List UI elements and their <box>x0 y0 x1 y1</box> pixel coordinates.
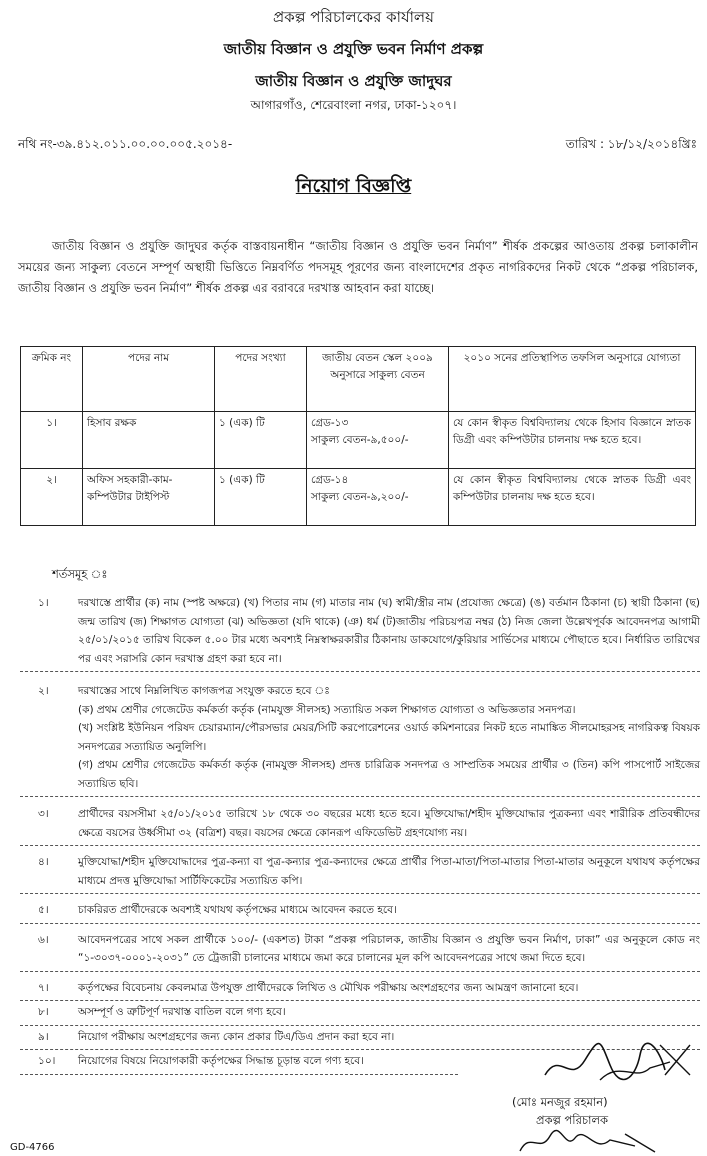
salary: সাকুল্য বেতন-৯,২০০/- <box>311 491 409 503</box>
condition-number: ১। <box>38 597 49 609</box>
signatory-designation: প্রকল্প পরিচালক <box>536 1113 609 1127</box>
cell-salary <box>307 412 449 469</box>
condition-number: ১০। <box>38 1055 56 1067</box>
grade: গ্রেড-১৪ <box>311 474 349 486</box>
condition-number: ৮। <box>38 1006 49 1018</box>
condition-text: দরখাস্তে প্রার্থীর (ক) নাম (স্পষ্ট অক্ষরে) (খ) পিতার নাম (গ) মাতার নাম (ঘ) স্বামী/স্ত্রীর নাম (প্রযোজ্য ক্ষেত্রে) (ঙ) বর্তমান ঠিকানা (চ) স্থায়ী ঠিকানা (ছ) জন্ম তারিখ (জ) শিক্ষাগত যোগ্যতা (ঝ) অভিজ্ঞতা (যদি থাকে) (ঞ) ধর্ম (ট)জাতীয় পরিচয়পত্র নম্বর (ঠ) নিজ জেলা উল্লেখপূর্বক আবেদনপত্র আগামী ২৫/০১/২০১৫ তারিখ বিকেল ৫.০০ টার মধ্যে অবশ্যই নিম্নস্বাক্ষরকারীর ঠিকানায় ডাকযোগে/কুরিয়ার সার্ভিসের মাধ্যমে পৌছাতে হবে। নির্ধারিত তারিখের পর এবং সরাসরি কোন দরখাস্ত গ্রহণ করা হবে না। <box>78 597 700 665</box>
condition-number: ৯। <box>38 1030 49 1043</box>
cell-count: ১ (এক) টি <box>215 469 307 526</box>
list-item <box>20 680 700 797</box>
condition-number: ৬। <box>38 933 49 946</box>
salary: সাকুল্য বেতন-৯,৫০০/- <box>311 434 409 446</box>
condition-number: ৩। <box>38 808 49 820</box>
condition-number: ৭। <box>38 981 49 994</box>
condition-text: দরখাস্তের সাথে নিম্নলিখিত কাগজপত্র সংযুক্ত করতে হবে ঃ <box>78 685 330 697</box>
table-row <box>21 469 696 526</box>
table-row <box>21 412 696 469</box>
cell-post: অফিস সহকারী-কাম-কম্পিউটার টাইপিস্ট <box>83 469 215 526</box>
cell-count: ১ (এক) টি <box>215 412 307 469</box>
condition-text: আবেদনপত্রের সাথে সকল প্রার্থীকে ১০০/- (একশত) টাকা “প্রকল্প পরিচালক, জাতীয় বিজ্ঞান ও প্রযুক্তি ভবন নির্মাণ, ঢাকা” এর অনুকূলে কোড নং “১-৩০৩৭-০০০১-২০৩১” তে ট্রেজারী চালানের মাধ্যমে জমা করে চালানের মূল কপি আবেদনপত্রের সাথে জমা দিতে হবে। <box>78 933 700 964</box>
cell-serial: ১। <box>21 412 83 469</box>
condition-text: নিয়োগের বিষয়ে নিয়োগকারী কর্তৃপক্ষের সিদ্ধান্ত চূড়ান্ত বলে গণ্য হবে। <box>78 1055 364 1067</box>
project-heading: জাতীয় বিজ্ঞান ও প্রযুক্তি ভবন নির্মাণ প্রকল্প <box>223 40 484 58</box>
list-item <box>20 899 700 924</box>
grade: গ্রেড-১৩ <box>311 417 349 429</box>
signature <box>540 1030 700 1090</box>
condition-text: চাকরিরত প্রার্থীদেরকে অবশ্যই যথাযথ কর্তৃপক্ষের মাধ্যমে আবেদন করতে হবে। <box>78 904 397 916</box>
list-item <box>20 592 700 672</box>
list-item <box>20 929 700 972</box>
condition-text: কর্তৃপক্ষের বিবেচনায় কেবলমাত্র উপযুক্ত প্রার্থীদেরকে লিখিত ও মৌখিক পরীক্ষায় অংশগ্রহণের জন্য আমন্ত্রণ জানানো হবে। <box>78 981 579 994</box>
cell-serial: ২। <box>21 469 83 526</box>
office-heading: প্রকল্প পরিচালকের কার্যালয় <box>273 8 434 26</box>
memo-number: নথি নং-৩৯.৪১২.০১১.০০.০০.০০৫.২০১৪- <box>18 137 233 151</box>
cell-salary <box>307 469 449 526</box>
signatory-name: (মোঃ মনজুর রহমান) <box>512 1095 608 1109</box>
cell-post: হিসাব রক্ষক <box>83 412 215 469</box>
conditions-heading: শর্তসমূহ ঃ <box>52 567 108 581</box>
list-item <box>20 1001 700 1026</box>
condition-number: ৫। <box>38 904 49 916</box>
cell-qualification: যে কোন স্বীকৃত বিশ্ববিদ্যালয় থেকে স্নাতক ডিগ্রী এবং কম্পিউটার চালনায় দক্ষ হতে হবে। <box>449 469 696 526</box>
posts-table <box>20 346 696 526</box>
address: আগারগাঁও, শেরেবাংলা নগর, ঢাকা-১২০৭। <box>250 98 457 112</box>
condition-subitem: (গ) প্রথম শ্রেণীর গেজেটেড কর্মকর্তা কর্তৃক (নামযুক্ত সীলসহ) প্রদত্ত চারিত্রিক সনদপত্র ও সাম্প্রতিক সময়ের প্রার্থীর ৩ (তিন) কপি পাসপোর্ট সাইজের সত্যায়িত ছবি। <box>78 759 700 790</box>
condition-subitem: (খ) সংশ্লিষ্ট ইউনিয়ন পরিষদ চেয়ারম্যান/পৌরসভার মেয়র/সিটি করপোরেশনের ওয়ার্ড কমিশনারের নিকট হতে নামাঙ্কিত সীলমোহরসহ নাগরিকত্ব বিষয়ক সনদপত্রের সত্যায়িত অনুলিপি। <box>78 722 700 753</box>
condition-text: প্রার্থীদের বয়সসীমা ২৫/০১/২০১৫ তারিখে ১৮ থেকে ৩০ বছরের মধ্যে হতে হবে। মুক্তিযোদ্ধা/শহীদ মুক্তিযোদ্ধার পুত্রকন্যা এবং শারীরিক প্রতিবন্ধীদের ক্ষেত্রে বয়সের উর্ধ্বসীমা ৩২ (বত্রিশ) বছর। বয়সের ক্ষেত্রে কোনরূপ এফিডেভিট গ্রহণযোগ্য নয়। <box>78 808 700 839</box>
list-item <box>20 803 700 846</box>
table-header-row <box>21 347 696 412</box>
condition-text: মুক্তিযোদ্ধা/শহীদ মুক্তিযোদ্ধাদের পুত্র-কন্যা বা পুত্র-কন্যার পুত্র-কন্যাদের ক্ষেত্রে প্রার্থীর পিতা-মাতা/পিতা-মাতার পিতা-মাতার অনুকূলে যথাযথ কর্তৃপক্ষের মাধ্যমে প্রদত্ত মুক্তিযোদ্ধা সার্টিফিকেটের সত্যায়িত কপি। <box>78 856 700 887</box>
col-header-post: পদের নাম <box>83 347 215 412</box>
col-header-count: পদের সংখ্যা <box>215 347 307 412</box>
initial-signature <box>515 1126 665 1156</box>
condition-number: ৪। <box>38 856 49 868</box>
document-code: GD-4766 <box>10 1142 55 1153</box>
list-item <box>20 851 700 894</box>
condition-subitem: (ক) প্রথম শ্রেণীর গেজেটেড কর্মকর্তা কর্তৃক (নামযুক্ত সীলসহ) সত্যায়িত সকল শিক্ষাগত যোগ্যতা ও অভিজ্ঞতার সনদপত্র। <box>78 703 576 716</box>
notice-date: তারিখ : ১৮/১২/২০১৪খ্রিঃ <box>565 137 697 151</box>
intro-paragraph: জাতীয় বিজ্ঞান ও প্রযুক্তি জাদুঘর কর্তৃক বাস্তবায়নাধীন “জাতীয় বিজ্ঞান ও প্রযুক্তি ভবন নির্মাণ” শীর্ষক প্রকল্পের আওতায় প্রকল্প চলাকালীন সময়ের জন্য সাকুল্য বেতনে সম্পূর্ণ অস্থায়ী ভিত্তিতে নিম্নবর্ণিত পদসমূহ পূরণের জন্য বাংলাদেশের প্রকৃত নাগরিকদের নিকট থেকে “প্রকল্প পরিচালক, জাতীয় বিজ্ঞান ও প্রযুক্তি ভবন নির্মাণ” শীর্ষক প্রকল্প এর বরাবরে দরখাস্ত আহবান করা যাচ্ছে। <box>18 239 698 295</box>
col-header-serial: ক্রমিক নং <box>21 347 83 412</box>
museum-heading: জাতীয় বিজ্ঞান ও প্রযুক্তি জাদুঘর <box>255 72 452 90</box>
col-header-qualification: ২০১০ সনের প্রতিস্থাপিত তফসিল অনুসারে যোগ্যতা <box>449 347 696 412</box>
list-item <box>20 1050 458 1075</box>
condition-number: ২। <box>38 685 49 697</box>
list-item <box>20 977 700 1002</box>
page-title: নিয়োগ বিজ্ঞপ্তি <box>295 175 412 197</box>
conditions-list <box>20 592 700 1075</box>
col-header-salary: জাতীয় বেতন স্কেল ২০০৯ অনুসারে সাকুল্য বেতন <box>307 347 449 412</box>
condition-text: নিয়োগ পরীক্ষায় অংশগ্রহণের জন্য কোন প্রকার টিএ/ডিএ প্রদান করা হবে না। <box>78 1030 395 1043</box>
condition-text: অসম্পূর্ণ ও ত্রুটিপূর্ণ দরখাস্ত বাতিল বলে গণ্য হবে। <box>78 1006 286 1018</box>
cell-qualification: যে কোন স্বীকৃত বিশ্ববিদ্যালয় থেকে হিসাব বিজ্ঞানে স্নাতক ডিগ্রী এবং কম্পিউটার চালনায় দক্ষ হতে হবে। <box>449 412 696 469</box>
